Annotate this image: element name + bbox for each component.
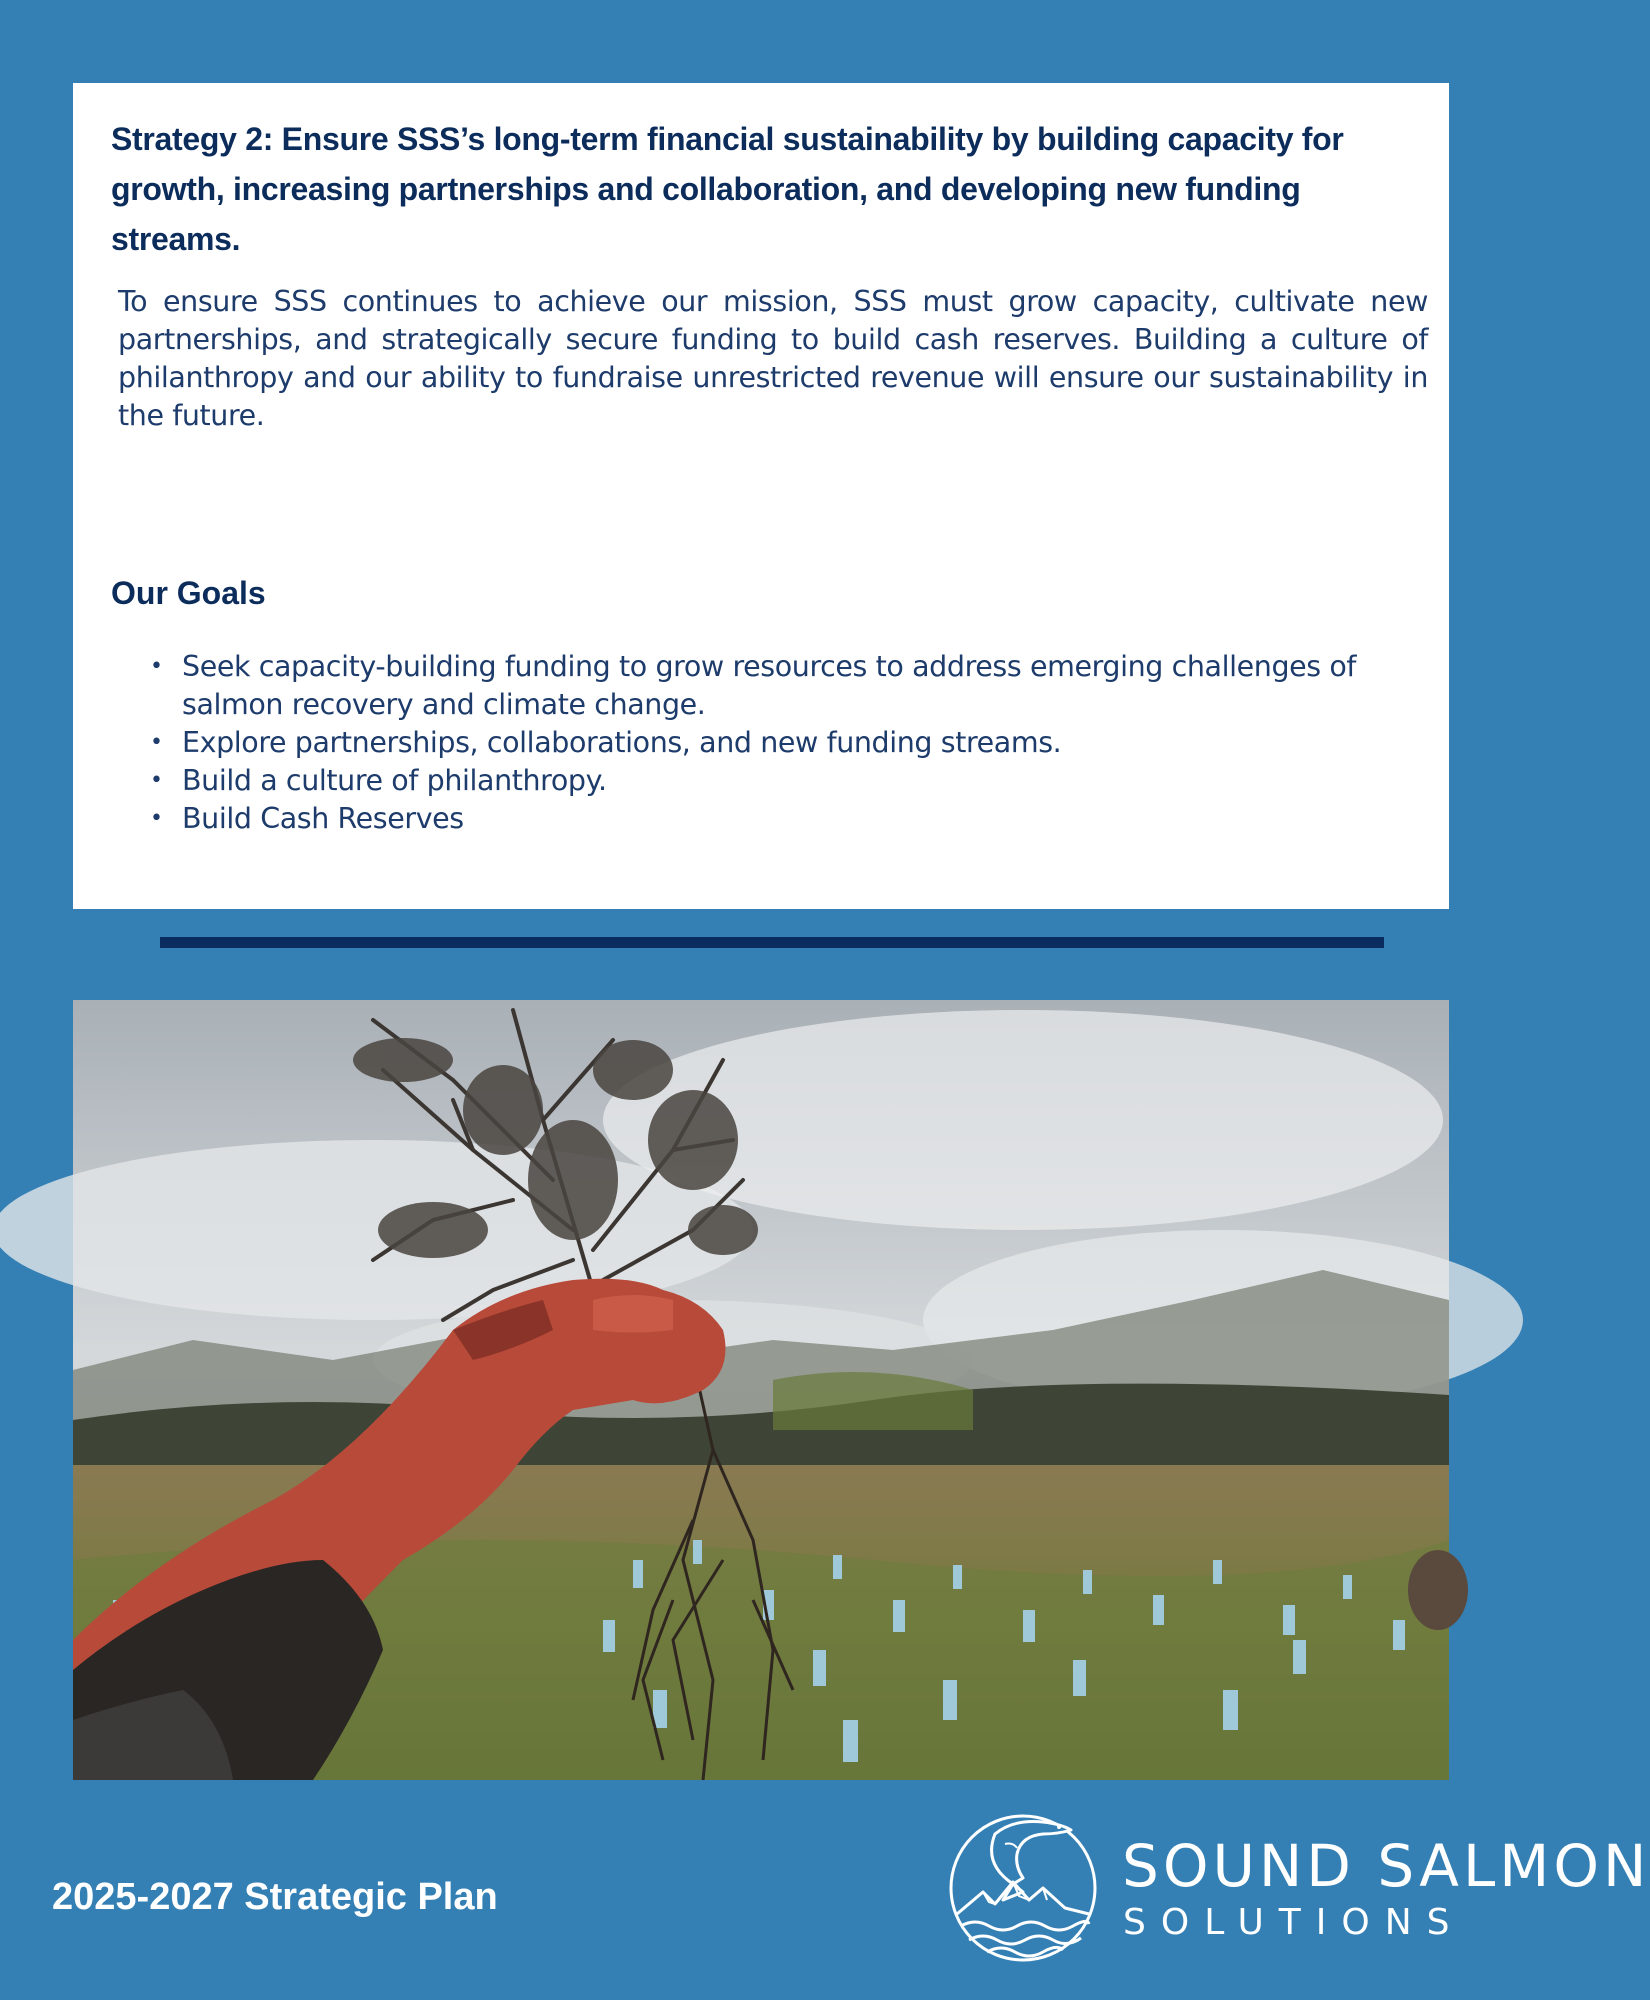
bullet-icon: • <box>150 768 163 793</box>
goal-item <box>150 762 1382 800</box>
brand-subtitle: SOLUTIONS <box>1123 1902 1465 1943</box>
goal-item <box>150 724 1382 762</box>
bullet-icon: • <box>150 654 163 679</box>
section-divider <box>160 937 1384 948</box>
goal-item <box>150 800 1382 838</box>
goal-item <box>150 648 1382 724</box>
goal-text: Build a culture of philanthropy. <box>182 764 607 797</box>
planting-photo-illustration <box>73 1000 1449 1780</box>
goal-text: Build Cash Reserves <box>182 802 464 835</box>
goals-list <box>150 648 1382 838</box>
goal-text: Seek capacity-building funding to grow resources to address emerging challenges of salmon recovery and climate change. <box>182 650 1357 721</box>
brand-name: SOUND SALMON <box>1122 1832 1650 1900</box>
bullet-icon: • <box>150 730 163 755</box>
planting-photo <box>73 1000 1449 1780</box>
logo-graphic <box>943 1804 1103 1964</box>
strategy-description: To ensure SSS continues to achieve our mission, SSS must grow capacity, cultivate new partnerships, and strategically secure funding to build cash reserves. Building a culture of philanthropy and our ability to fundraise unrestricted revenue will ensure our sustainability in the future. <box>118 285 1428 432</box>
bullet-icon: • <box>150 806 163 831</box>
strategic-plan-title: 2025-2027 Strategic Plan <box>52 1876 498 1918</box>
goals-heading: Our Goals <box>111 575 266 611</box>
goal-text: Explore partnerships, collaborations, and new funding streams. <box>182 726 1062 759</box>
strategy-card <box>73 83 1449 909</box>
salmon-mountain-waves-logo-icon <box>943 1804 1103 1964</box>
strategy-title: Strategy 2: Ensure SSS’s long-term financial sustainability by building capacity for growth, increasing partnerships and collaboration, and developing new funding streams. <box>111 121 1344 257</box>
